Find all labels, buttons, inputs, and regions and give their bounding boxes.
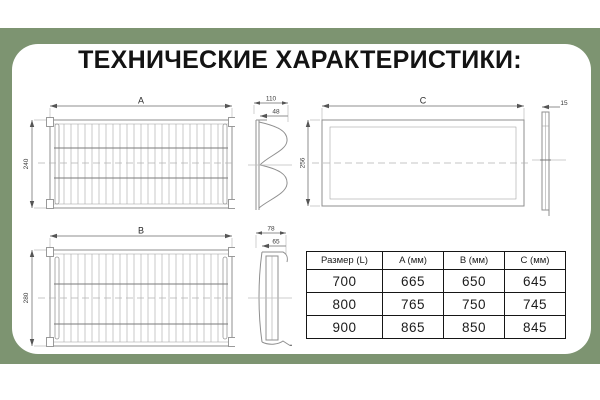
dim-width-c xyxy=(322,96,524,120)
table-cell: 800 xyxy=(307,293,383,316)
dim-pocket-48 xyxy=(260,109,288,119)
table-header-size: Размер (L) xyxy=(307,252,383,270)
back-view-c-outline xyxy=(312,120,530,206)
dim-label-240: 240 xyxy=(23,158,30,170)
table-row xyxy=(307,293,566,316)
front-view-b-grid xyxy=(38,254,235,342)
drawing-front-view-a xyxy=(20,96,235,214)
table-cell: 750 xyxy=(444,293,505,316)
page-title: ТЕХНИЧЕСКИЕ ХАРАКТЕРИСТИКИ: xyxy=(78,46,522,74)
drawing-edge-view xyxy=(530,96,570,218)
drawing-panel-profile xyxy=(246,222,292,346)
dim-label-256: 256 xyxy=(299,157,307,169)
dim-depth-110 xyxy=(254,96,288,123)
table-cell: 845 xyxy=(505,316,566,339)
dim-label-c: C xyxy=(419,96,427,106)
dim-label-b: B xyxy=(137,226,145,236)
table-cell: 900 xyxy=(307,316,383,339)
dim-label-a: A xyxy=(137,96,145,106)
dim-inner-65 xyxy=(262,239,286,249)
dim-label-78: 78 xyxy=(267,225,275,233)
table-cell: 765 xyxy=(383,293,444,316)
table-header-a: A (мм) xyxy=(383,252,444,270)
dim-depth-78 xyxy=(256,226,286,255)
table-cell: 645 xyxy=(505,270,566,293)
table-cell: 650 xyxy=(444,270,505,293)
edge-view-outline xyxy=(532,112,566,216)
dim-label-65: 65 xyxy=(272,238,280,246)
drawing-front-view-b xyxy=(20,226,235,350)
table-header-row xyxy=(307,252,566,270)
dim-label-110: 110 xyxy=(265,95,277,103)
dim-height-240 xyxy=(23,120,48,208)
table-cell: 700 xyxy=(307,270,383,293)
dim-width-b xyxy=(50,226,232,250)
dim-thickness-15 xyxy=(542,100,568,109)
drawing-pocket-profile xyxy=(246,92,292,214)
table-row xyxy=(307,316,566,339)
table-header-c: C (мм) xyxy=(505,252,566,270)
dim-label-48: 48 xyxy=(272,108,280,116)
dim-label-15: 15 xyxy=(560,100,568,107)
dim-width-a xyxy=(50,96,232,120)
pocket-profile-outline xyxy=(248,120,292,210)
table-header-b: B (мм) xyxy=(444,252,505,270)
table-cell: 665 xyxy=(383,270,444,293)
table-row xyxy=(307,270,566,293)
dim-label-280: 280 xyxy=(23,292,30,304)
front-view-a-grid xyxy=(38,124,235,204)
panel-profile-outline xyxy=(248,252,292,346)
table-cell: 745 xyxy=(505,293,566,316)
drawing-back-view-c xyxy=(298,96,534,210)
table-cell: 850 xyxy=(444,316,505,339)
table-cell: 865 xyxy=(383,316,444,339)
spec-table xyxy=(306,251,566,339)
